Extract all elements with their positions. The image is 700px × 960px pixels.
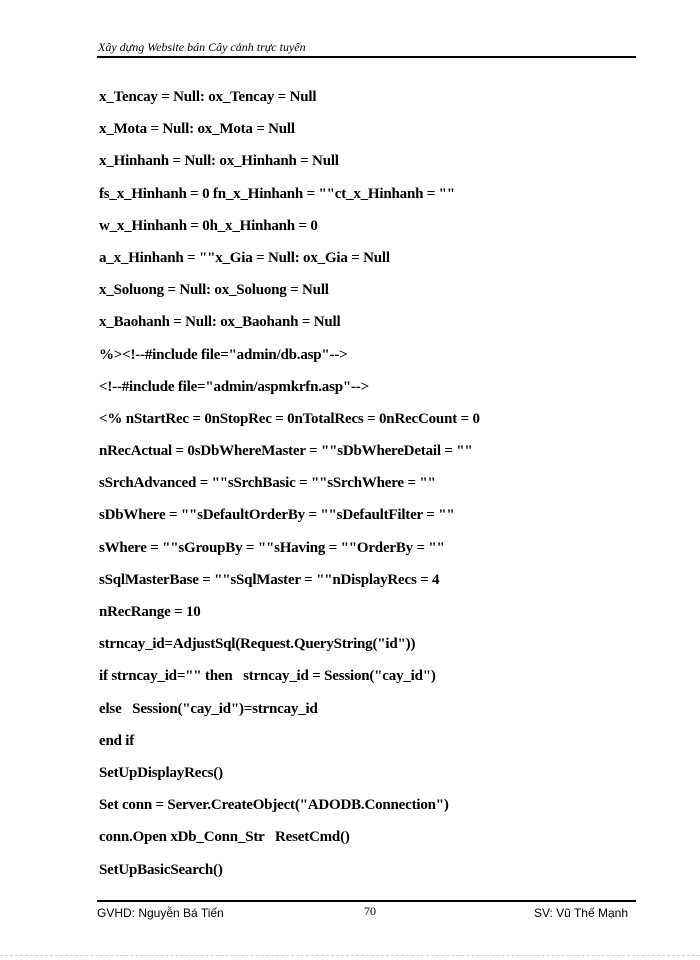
page-number: 70 [364,904,376,918]
header-divider [97,56,636,58]
code-listing [99,87,639,892]
code-line: sSrchAdvanced = ""sSrchBasic = ""sSrchWhere = "" [99,475,436,492]
code-line: x_Mota = Null: ox_Mota = Null [99,121,295,138]
code-line: x_Baohanh = Null: ox_Baohanh = Null [99,314,341,331]
code-line: fs_x_Hinhanh = 0 fn_x_Hinhanh = ""ct_x_Hinhanh = "" [99,185,455,202]
page-edge-line [0,955,700,956]
code-line: SetUpDisplayRecs() [99,764,223,781]
code-line: <!--#include file="admin/aspmkrfn.asp"--> [99,378,369,395]
code-line: Set conn = Server.CreateObject("ADODB.Connection") [99,797,449,814]
code-line: <% nStartRec = 0nStopRec = 0nTotalRecs = 0nRecCount = 0 [99,410,480,427]
code-line: nRecActual = 0sDbWhereMaster = ""sDbWhereDetail = "" [99,443,473,460]
code-line: a_x_Hinhanh = ""x_Gia = Null: ox_Gia = Null [99,249,390,266]
code-line: nRecRange = 10 [99,604,201,620]
code-line: if strncay_id="" then strncay_id = Session("cay_id") [99,668,436,685]
code-line: x_Soluong = Null: ox_Soluong = Null [99,282,329,299]
code-line: %><!--#include file="admin/db.asp"--> [99,346,348,363]
footer-advisor: GVHD: Nguyễn Bá Tiến [97,906,224,920]
code-line: strncay_id=AdjustSql(Request.QueryString("id")) [99,636,416,653]
code-line: x_Hinhanh = Null: ox_Hinhanh = Null [99,153,339,170]
code-line: sSqlMasterBase = ""sSqlMaster = ""nDisplayRecs = 4 [99,571,440,588]
code-line: SetUpBasicSearch() [99,861,223,878]
code-line: x_Tencay = Null: ox_Tencay = Null [99,89,317,105]
code-line: end if [99,732,135,749]
footer-divider [97,900,636,902]
code-line: else Session("cay_id")=strncay_id [99,700,318,717]
running-header-title: Xây dựng Website bán Cây cảnh trực tuyến [98,40,306,54]
code-line: sWhere = ""sGroupBy = ""sHaving = ""OrderBy = "" [99,539,445,556]
code-line: sDbWhere = ""sDefaultOrderBy = ""sDefaultFilter = "" [99,507,455,524]
code-line: w_x_Hinhanh = 0h_x_Hinhanh = 0 [99,217,318,234]
code-line: conn.Open xDb_Conn_Str ResetCmd() [99,829,350,846]
footer-student: SV: Vũ Thế Mạnh [533,906,628,920]
